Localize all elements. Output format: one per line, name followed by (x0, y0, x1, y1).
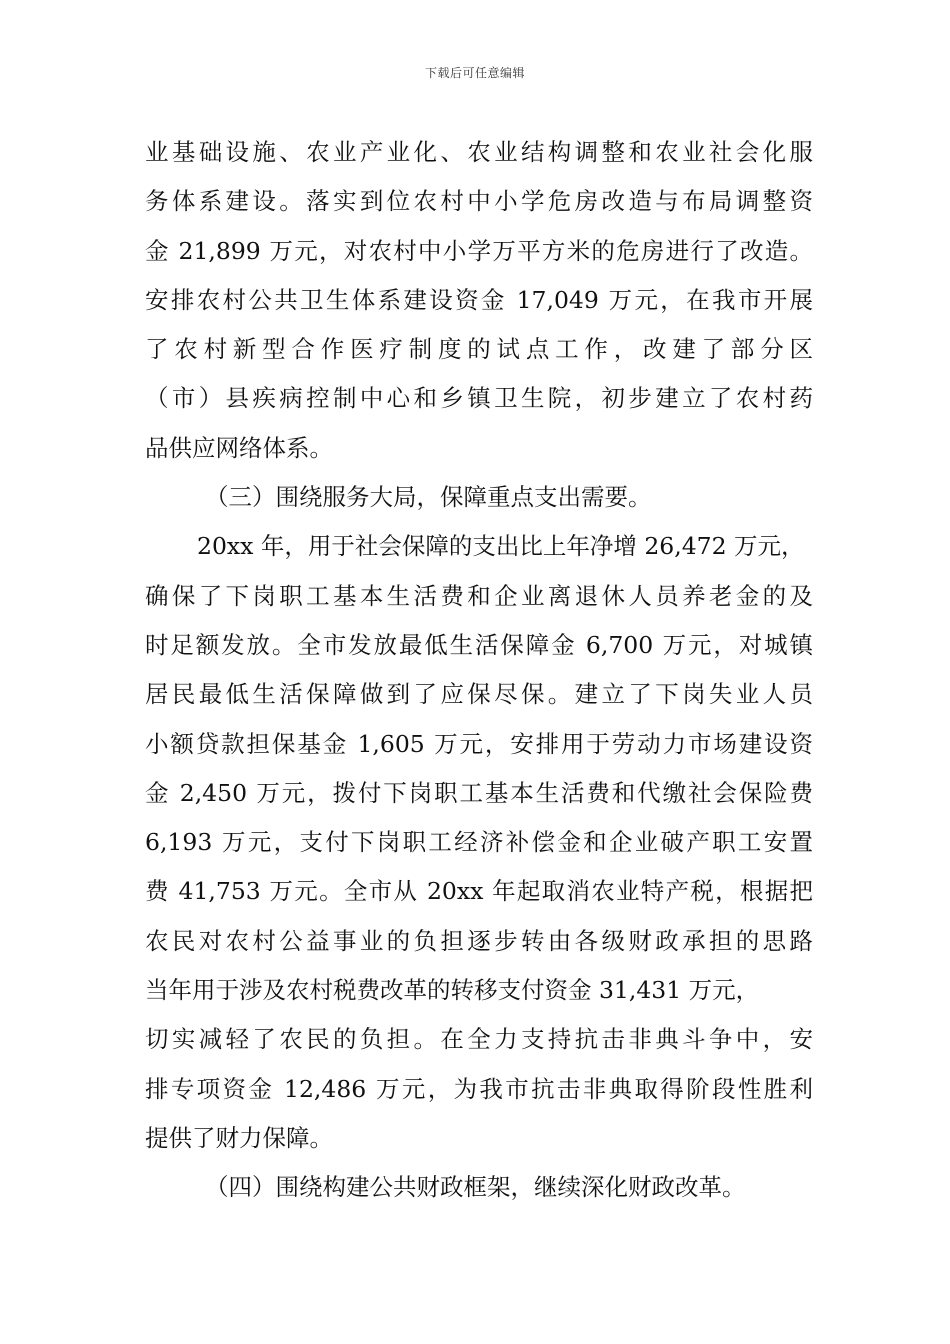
text-line: 品供应网络体系。 (145, 433, 333, 462)
text-line: 居民最低生活保障做到了应保尽保。建立了下岗失业人员 (145, 680, 813, 709)
text-line: 金 2,450 万元，拨付下岗职工基本生活费和代缴社会保险费 (145, 778, 813, 807)
text-line: 金 21,899 万元，对农村中小学万平方米的危房进行了改造。 (145, 236, 813, 265)
text-line: （市）县疾病控制中心和乡镇卫生院，初步建立了农村药 (145, 384, 813, 413)
text-line: 安排农村公共卫生体系建设资金 17,049 万元，在我市开展 (145, 285, 813, 314)
document-body (145, 128, 813, 1213)
text-line: 切实减轻了农民的负担。在全力支持抗击非典斗争中，安 (145, 1025, 813, 1054)
section-heading: （四）围绕构建公共财政框架，继续深化财政改革。 (205, 1173, 746, 1202)
text-line: 务体系建设。落实到位农村中小学危房改造与布局调整资 (145, 187, 813, 216)
text-line: 时足额发放。全市发放最低生活保障金 6,700 万元，对城镇 (145, 630, 813, 659)
section-heading: （三）围绕服务大局，保障重点支出需要。 (205, 483, 652, 512)
paragraph-start-line: 20xx 年，用于社会保障的支出比上年净增 26,472 万元， (197, 532, 805, 561)
text-line: 当年用于涉及农村税费改革的转移支付资金 31,431 万元， (145, 976, 760, 1005)
text-line: 农民对农村公益事业的负担逐步转由各级财政承担的思路 (145, 926, 813, 955)
text-line: 了农村新型合作医疗制度的试点工作，改建了部分区 (145, 335, 813, 364)
text-line: 确保了下岗职工基本生活费和企业离退休人员养老金的及 (145, 581, 813, 610)
text-line: 6,193 万元，支付下岗职工经济补偿金和企业破产职工安置 (145, 828, 813, 857)
text-line: 排专项资金 12,486 万元，为我市抗击非典取得阶段性胜利 (145, 1074, 813, 1103)
text-line: 小额贷款担保基金 1,605 万元，安排用于劳动力市场建设资 (145, 729, 813, 758)
text-line: 业基础设施、农业产业化、农业结构调整和农业社会化服 (145, 138, 813, 166)
text-line: 提供了财力保障。 (145, 1123, 333, 1152)
page-header: 下载后可任意编辑 (424, 66, 525, 80)
text-line: 费 41,753 万元。全市从 20xx 年起取消农业特产税，根据把 (145, 877, 813, 906)
